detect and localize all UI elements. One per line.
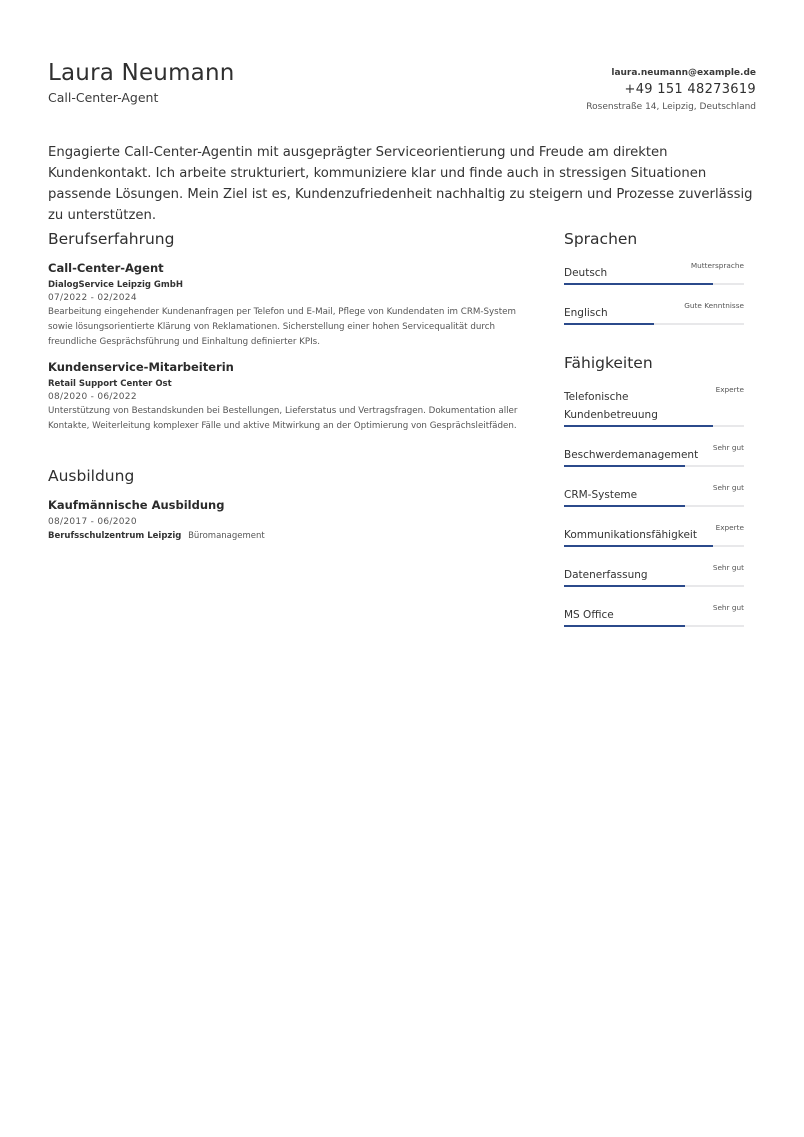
skill-name: Datenerfassung — [564, 569, 648, 581]
skill-level-bar — [564, 585, 744, 587]
skill-level-bar — [564, 505, 744, 507]
skill-row — [564, 483, 744, 504]
job-title: Call-Center-Agent — [48, 90, 159, 105]
language-name: Deutsch — [564, 267, 608, 279]
skill-level-fill — [564, 425, 713, 427]
language-row — [564, 301, 744, 322]
skill-level-fill — [564, 625, 685, 627]
experience-item — [48, 360, 528, 434]
language-level-fill — [564, 283, 713, 285]
skill-name: Telefonische Kundenbetreuung — [564, 391, 658, 421]
education-heading: Ausbildung — [48, 467, 135, 485]
skill-row — [564, 443, 744, 464]
language-item — [564, 301, 744, 325]
skill-item — [564, 563, 744, 587]
education-dates: 08/2017 - 06/2020 — [48, 517, 137, 527]
skill-level-bar — [564, 625, 744, 627]
skill-row — [564, 563, 744, 584]
postal-address: Rosenstraße 14, Leipzig, Deutschland — [586, 102, 756, 112]
language-level: Muttersprache — [690, 261, 744, 270]
skill-item — [564, 443, 744, 467]
resume-header — [48, 58, 756, 120]
skill-level-bar — [564, 545, 744, 547]
language-name: Englisch — [564, 307, 608, 319]
education-item — [48, 498, 528, 543]
phone-number: +49 151 48273619 — [624, 82, 756, 97]
skill-row — [564, 523, 744, 544]
languages-heading: Sprachen — [564, 230, 638, 248]
language-level: Gute Kenntnisse — [684, 301, 744, 310]
education-institution-line — [48, 530, 528, 543]
profile-summary: Engagierte Call-Center-Agentin mit ausgeprägter Serviceorientierung und Freude am direkten Kundenkontakt. Ich arbeite strukturiert, kommuniziere klar und finde auch in stressigen Situationen passende Lösungen. Mein Ziel ist es, Kundenzufriedenheit nachhaltig zu steigern und Prozesse zuverlässig zu unterstützen. — [48, 145, 753, 223]
contact-block — [586, 66, 756, 115]
language-level-bar — [564, 283, 744, 285]
skill-row — [564, 603, 744, 624]
skill-item — [564, 603, 744, 627]
sidebar-column — [564, 229, 744, 643]
skill-level: Experte — [715, 385, 744, 394]
experience-item — [48, 261, 528, 350]
skill-level: Sehr gut — [712, 563, 744, 572]
skill-level: Sehr gut — [712, 603, 744, 612]
resume-page — [48, 58, 756, 621]
email-address: laura.neumann@example.de — [611, 68, 756, 78]
experience-description: Unterstützung von Bestandskunden bei Bestellungen, Lieferstatus und Vertragsfragen. Dokumentation aller Kontakte, Weiterleitung komplexer Fälle und aktive Mitwirkung an der Optimierung von Gesprächsleitfäden. — [48, 406, 518, 431]
skill-level-fill — [564, 465, 685, 467]
skill-item — [564, 483, 744, 507]
experience-dates: 07/2022 - 02/2024 — [48, 293, 137, 303]
experience-title: Call-Center-Agent — [48, 261, 164, 275]
skill-item — [564, 385, 744, 427]
skill-name: Kommunikationsfähigkeit — [564, 529, 697, 541]
skill-row — [564, 385, 744, 424]
skill-level: Sehr gut — [712, 443, 744, 452]
skill-level-fill — [564, 545, 713, 547]
language-level-bar — [564, 323, 744, 325]
skill-level: Sehr gut — [712, 483, 744, 492]
skill-name: CRM-Systeme — [564, 489, 638, 501]
language-item — [564, 261, 744, 285]
experience-dates: 08/2020 - 06/2022 — [48, 392, 137, 402]
section-spacer — [564, 341, 744, 353]
experience-company: DialogService Leipzig GmbH — [48, 280, 183, 290]
experience-description: Bearbeitung eingehender Kundenanfragen per Telefon und E-Mail, Pflege von Kundendaten im CRM-System sowie lösungsorientierte Klärung von Reklamationen. Sicherstellung einer hohen Servicequalität durch freundliche Gesprächsführung und Einhaltung definierter KPIs. — [48, 307, 516, 347]
experience-title: Kundenservice-Mitarbeiterin — [48, 360, 234, 374]
skill-level-fill — [564, 585, 685, 587]
skill-name: Beschwerdemanagement — [564, 449, 699, 461]
skill-level-bar — [564, 465, 744, 467]
skill-level-fill — [564, 505, 685, 507]
skill-name: MS Office — [564, 609, 614, 621]
skills-heading: Fähigkeiten — [564, 354, 653, 372]
main-column — [48, 229, 528, 543]
education-field: Büromanagement — [188, 531, 265, 541]
education-title: Kaufmännische Ausbildung — [48, 498, 225, 512]
skill-level-bar — [564, 425, 744, 427]
language-level-fill — [564, 323, 654, 325]
language-row — [564, 261, 744, 282]
candidate-name: Laura Neumann — [48, 60, 235, 86]
education-school: Berufsschulzentrum Leipzig — [48, 531, 182, 541]
section-spacer — [48, 444, 528, 466]
skill-item — [564, 523, 744, 547]
experience-heading: Berufserfahrung — [48, 230, 175, 248]
skill-level: Experte — [715, 523, 744, 532]
experience-company: Retail Support Center Ost — [48, 379, 172, 389]
